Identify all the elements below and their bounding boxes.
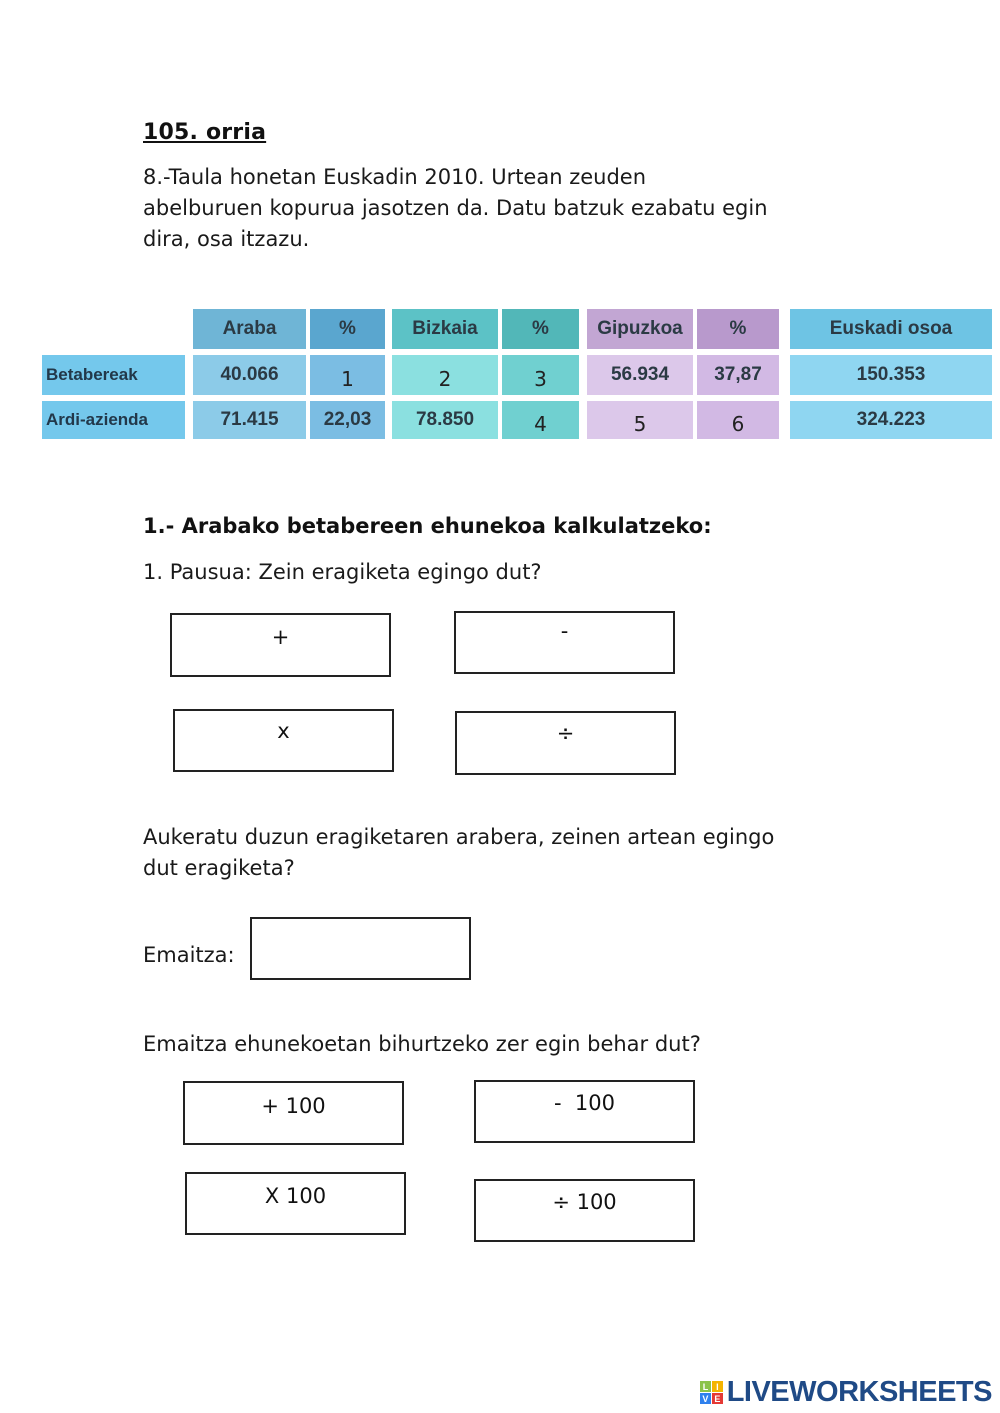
- column-header-araba: Araba: [193, 309, 306, 349]
- brand-name: LIVEWORKSHEETS: [726, 1376, 992, 1408]
- table-cell: 150.353: [790, 355, 992, 395]
- choice-label: +: [271, 625, 290, 649]
- logo-icon: [700, 1381, 723, 1404]
- intro-line: abelburuen kopurua jasotzen da. Datu batzuk ezabatu egin: [143, 196, 768, 220]
- column-header-gipuzkoa: Gipuzkoa: [587, 309, 693, 349]
- choice-label: + 100: [261, 1094, 326, 1118]
- step1-question: 1. Pausua: Zein eragiketa egingo dut?: [143, 560, 542, 584]
- choice-subtract[interactable]: [454, 611, 675, 674]
- intro-paragraph: [143, 162, 863, 255]
- row-label-betabereak: Betabereak: [42, 355, 185, 395]
- question-line: Aukeratu duzun eragiketaren arabera, zeinen artean egingo: [143, 825, 775, 849]
- logo-tile: L: [700, 1381, 711, 1392]
- page-title: 105. orria: [143, 120, 267, 145]
- between-question: [143, 822, 863, 884]
- section-title: 1.- Arabako betabereen ehunekoa kalkulatzeko:: [143, 514, 712, 538]
- blank-cell-4[interactable]: 4: [502, 401, 579, 439]
- column-header-bizkaia: Bizkaia: [392, 309, 498, 349]
- row-label-ardi-azienda: Ardi-azienda: [42, 401, 185, 439]
- logo-tile: E: [712, 1393, 723, 1404]
- choice-label: X 100: [264, 1184, 327, 1208]
- choice-divide[interactable]: [455, 711, 676, 775]
- blank-cell-3[interactable]: 3: [502, 355, 579, 395]
- choice-plus-100[interactable]: [183, 1081, 404, 1145]
- logo-tile: V: [700, 1393, 711, 1404]
- table-cell: 78.850: [392, 401, 498, 439]
- percent-question: Emaitza ehunekoetan bihurtzeko zer egin behar dut?: [143, 1032, 701, 1056]
- choice-add[interactable]: [170, 613, 391, 677]
- choice-label: x: [277, 719, 290, 743]
- choice-label: ÷ 100: [552, 1190, 617, 1214]
- choice-times-100[interactable]: [185, 1172, 406, 1235]
- column-header-araba-percent: %: [310, 309, 385, 349]
- blank-cell-2[interactable]: 2: [392, 355, 498, 395]
- result-label: Emaitza:: [143, 943, 235, 967]
- choice-label: ÷: [556, 721, 575, 745]
- blank-cell-5[interactable]: 5: [587, 401, 693, 439]
- logo-tile: I: [712, 1381, 723, 1392]
- column-header-gipuzkoa-percent: %: [697, 309, 779, 349]
- blank-cell-6[interactable]: 6: [697, 401, 779, 439]
- choice-minus-100[interactable]: [474, 1080, 695, 1143]
- table-cell: 324.223: [790, 401, 992, 439]
- table-cell: 40.066: [193, 355, 306, 395]
- column-header-euskadi: Euskadi osoa: [790, 309, 992, 349]
- table-cell: 56.934: [587, 355, 693, 395]
- table-cell: 37,87: [697, 355, 779, 395]
- intro-line: dira, osa itzazu.: [143, 227, 310, 251]
- intro-line: 8.-Taula honetan Euskadin 2010. Urtean zeuden: [143, 165, 647, 189]
- blank-cell-1[interactable]: 1: [310, 355, 385, 395]
- result-input[interactable]: [250, 917, 471, 980]
- table-cell: 71.415: [193, 401, 306, 439]
- choice-label: - 100: [553, 1091, 615, 1115]
- choice-multiply[interactable]: [173, 709, 394, 772]
- liveworksheets-logo: [700, 1376, 992, 1409]
- choice-divide-100[interactable]: [474, 1179, 695, 1242]
- question-line: dut eragiketa?: [143, 856, 295, 880]
- table-cell: 22,03: [310, 401, 385, 439]
- choice-label: -: [560, 619, 569, 643]
- column-header-bizkaia-percent: %: [502, 309, 579, 349]
